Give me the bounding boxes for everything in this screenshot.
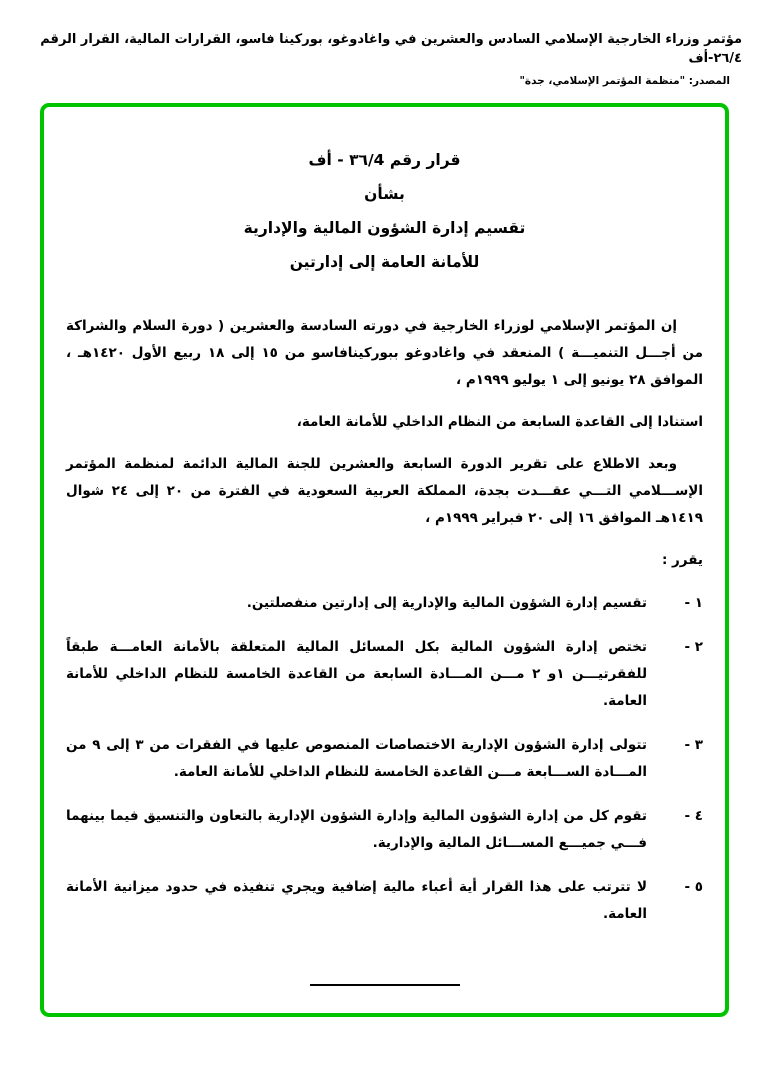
item-text: لا تترتب على هذا القرار أية أعباء مالية إضافية ويجري تنفيذه في حدود ميزانية الأمانة العامة. [66, 879, 647, 922]
resolution-item [66, 634, 703, 715]
source-line: المصدر: "منظمة المؤتمر الإسلامي، جدة" [519, 75, 730, 87]
item-number: ٣ - [684, 737, 703, 753]
resolution-title [62, 143, 707, 279]
item-text: تتولى إدارة الشؤون الإدارية الاختصاصات المنصوص عليها في الفقرات من ٣ إلى ٩ من المـــادة الســـابعة مـــن القاعدة الخامسة للنظام الداخلي للأمانة العامة. [66, 737, 647, 780]
item-text: تختص إدارة الشؤون المالية بكل المسائل المالية المتعلقة بالأمانة العامـــة طبقاً للفقرتيـــن ١و ٢ مـــن المـــادة السابعة من القاعدة الخامسة للنظام الداخلي للأمانة العامة. [66, 639, 648, 709]
resolution-item [66, 874, 703, 928]
preamble-paragraph: إن المؤتمر الإسلامي لوزراء الخارجية في دورته السادسة والعشرين ( دورة السلام والشراكة من أجـــل التنميـــة ) المنعقد في واغادوغو ببوركينافاسو من ١٥ إلى ١٨ ربيع الأول ١٤٢٠هـ ، الموافق ٢٨ يونيو إلى ١ يوليو ١٩٩٩م ، [66, 318, 703, 388]
title-line-subject-word: بشأن [364, 185, 405, 203]
title-line-subject2: للأمانة العامة إلى إدارتين [289, 253, 480, 271]
decides-label: يقرر : [661, 552, 703, 568]
resolution-body [62, 313, 707, 986]
resolution-item [66, 590, 703, 617]
signature-line [310, 984, 460, 986]
title-line-number: قرار رقم ٣٦/4 - أف [308, 151, 461, 169]
title-line-subject: تقسيم إدارة الشؤون المالية والإدارية [243, 219, 526, 237]
resolution-frame [40, 103, 729, 1017]
item-number: ١ - [684, 595, 703, 611]
item-number: ٥ - [684, 879, 703, 895]
item-number: ٤ - [684, 808, 703, 824]
resolution-item [66, 803, 703, 857]
item-text: تقسيم إدارة الشؤون المالية والإدارية إلى إدارتين منفصلتين. [246, 595, 647, 611]
page-header [0, 0, 762, 87]
item-number: ٢ - [684, 639, 703, 655]
header-line: مؤتمر وزراء الخارجية الإسلامي السادس والعشرين في واغادوغو، بوركينا فاسو، القرارات المالية، القرار الرقم ٢٦/٤-أف [40, 32, 742, 66]
preamble-paragraph: وبعد الاطلاع على تقرير الدورة السابعة والعشرين للجنة المالية الدائمة لمنظمة المؤتمر الإســـلامي التـــي عقـــدت بجدة، المملكة العربية السعودية في الفترة من ٢٠ إلى ٢٤ شوال ١٤١٩هـ الموافق ١٦ إلى ٢٠ فبراير ١٩٩٩م ، [66, 456, 703, 526]
preamble-paragraph: استنادا إلى القاعدة السابعة من النظام الداخلي للأمانة العامة، [296, 414, 703, 430]
resolution-item [66, 732, 703, 786]
item-text: تقوم كل من إدارة الشؤون المالية وإدارة الشؤون الإدارية بالتعاون والتنسيق فيما بينهما فـــي جميـــع المســـائل المالية والإدارية. [66, 808, 647, 851]
